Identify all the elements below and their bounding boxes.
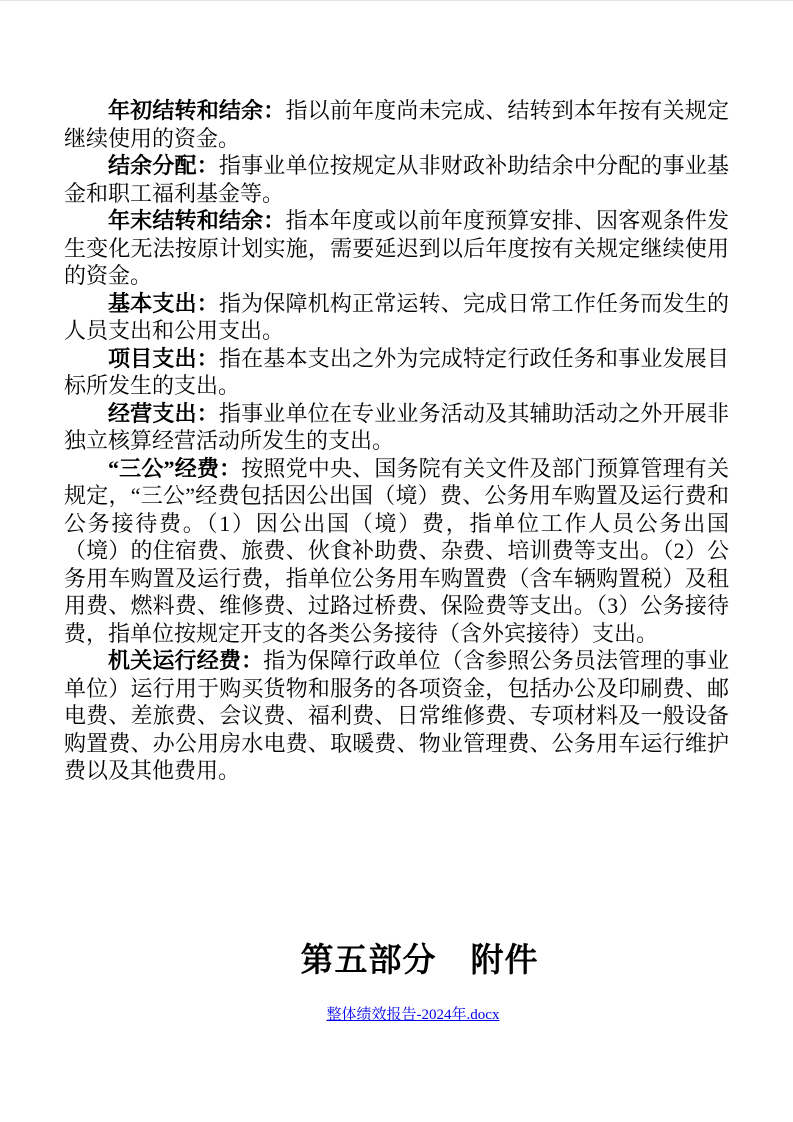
definition-paragraph bbox=[64, 290, 729, 345]
definition-description: 指以前年度尚未完成、结转到本年按有关规定继续使用的资金。 bbox=[64, 98, 729, 151]
definition-paragraph bbox=[64, 152, 729, 207]
definition-description: 指为保障机构正常运转、完成日常工作任务而发生的人员支出和公用支出。 bbox=[64, 290, 729, 343]
definition-description: 指事业单位在专业业务活动及其辅助活动之外开展非独立核算经营活动所发生的支出。 bbox=[64, 400, 729, 453]
definition-paragraph bbox=[64, 400, 729, 455]
section-heading: 第五部分 附件 bbox=[300, 942, 539, 979]
definition-description: 按照党中央、国务院有关文件及部门预算管理有关规定，“三公”经费包括因公出国（境）费、公务用车购置及运行费和公务接待费。（1）因公出国（境）费，指单位工作人员公务出国（境）的住宿费、旅费、伙食补助费、杂费、培训费等支出。（2）公务用车购置及运行费，指单位公务用车购置费（含车辆购置税）及租用费、燃料费、维修费、过路过桥费、保险费等支出。（3）公务接待费，指单位按规定开支的各类公务接待（含外宾接待）支出。 bbox=[64, 455, 729, 646]
definition-paragraph bbox=[64, 97, 729, 152]
definition-term: 经营支出： bbox=[108, 400, 219, 426]
definition-description: 指事业单位按规定从非财政补助结余中分配的事业基金和职工福利基金等。 bbox=[64, 153, 729, 206]
document-content bbox=[64, 97, 729, 1026]
definition-term: 结余分配： bbox=[108, 153, 219, 178]
definition-description: 指在基本支出之外为完成特定行政任务和事业发展目标所发生的支出。 bbox=[64, 345, 729, 398]
definition-paragraph bbox=[64, 455, 729, 648]
definition-description: 指本年度或以前年度预算安排、因客观条件发生变化无法按原计划实施，需要延迟到以后年度按有关规定继续使用的资金。 bbox=[64, 208, 729, 288]
definition-paragraph bbox=[64, 207, 729, 290]
definition-description: 指为保障行政单位（含参照公务员法管理的事业单位）运行用于购买货物和服务的各项资金，包括办公及印刷费、邮电费、差旅费、会议费、福利费、日常维修费、专项材料及一般设备购置费、办公用房水电费、取暖费、物业管理费、公务用车运行维护费以及其他费用。 bbox=[64, 648, 729, 783]
definition-paragraph bbox=[64, 345, 729, 400]
definition-term: 年初结转和结余： bbox=[108, 98, 286, 123]
definition-term: 年末结转和结余： bbox=[108, 208, 286, 233]
attachment-row bbox=[64, 1005, 729, 1026]
definition-term: 项目支出： bbox=[108, 345, 219, 371]
definition-term: “三公”经费： bbox=[108, 455, 242, 481]
attachment-link[interactable]: 整体绩效报告-2024年.docx bbox=[326, 1006, 500, 1023]
definition-term: 基本支出： bbox=[108, 290, 219, 316]
definition-term: 机关运行经费： bbox=[108, 648, 264, 673]
definition-paragraph bbox=[64, 647, 729, 785]
